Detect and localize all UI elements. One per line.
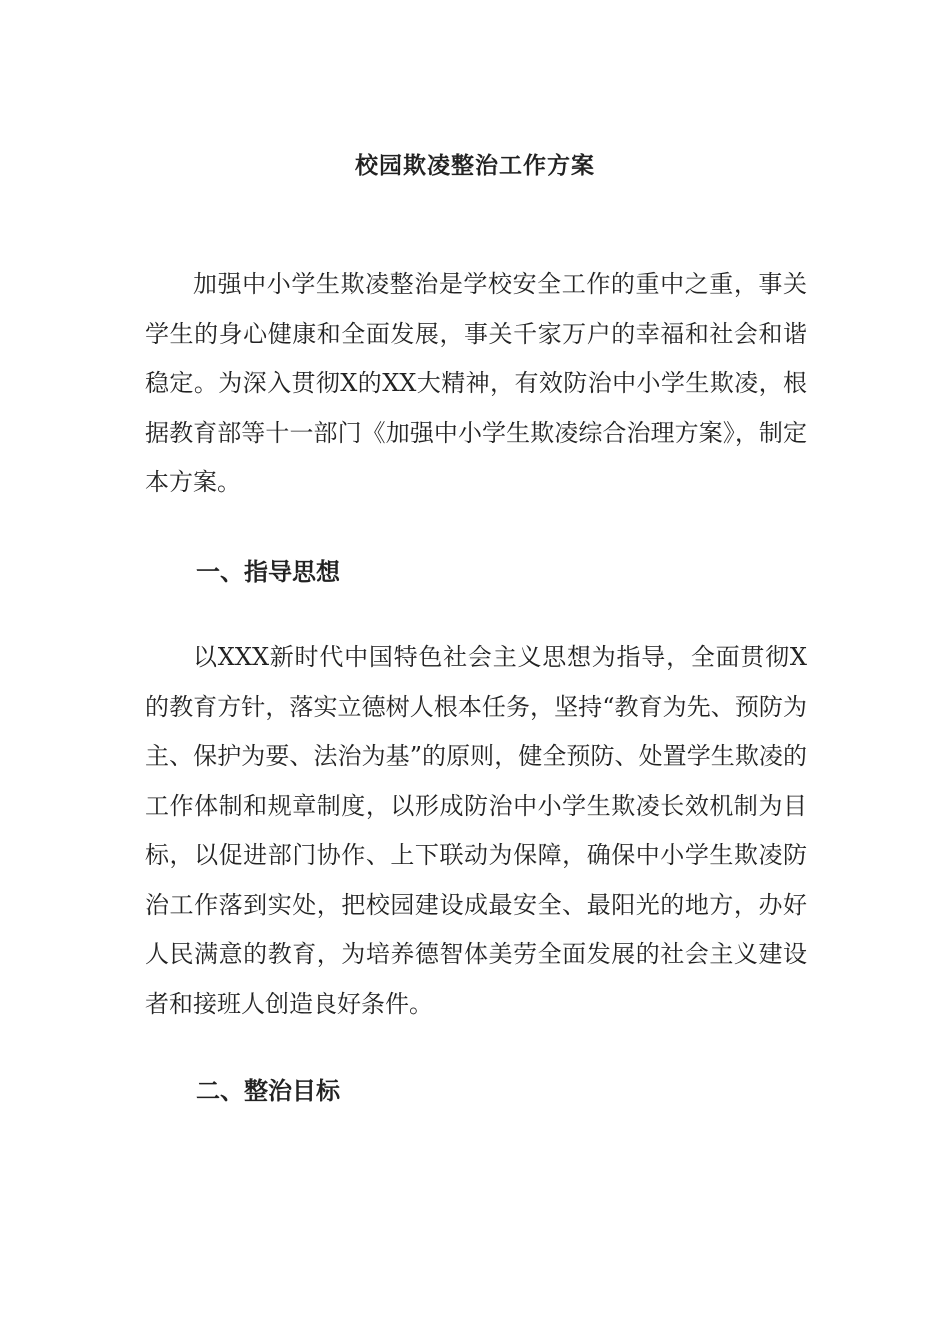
section-heading-guiding-ideology: 一、指导思想 (196, 557, 340, 586)
section-heading-goals: 二、整治目标 (196, 1076, 340, 1105)
document-title: 校园欺凌整治工作方案 (355, 152, 595, 180)
section-body-guiding-ideology: 以XXX新时代中国特色社会主义思想为指导，全面贯彻X的教育方针，落实立德树人根本任务，坚持“教育为先、预防为主、保护为要、法治为基”的原则，健全预防、处置学生欺凌的工作体制和规章制度，以形成防治中小学生欺凌长效机制为目标，以促进部门协作、上下联动为保障，确保中小学生欺凌防治工作落到实处，把校园建设成最安全、最阳光的地方，办好人民满意的教育，为培养德智体美劳全面发展的社会主义建设者和接班人创造良好条件。 (145, 643, 807, 1018)
intro-paragraph: 加强中小学生欺凌整治是学校安全工作的重中之重，事关学生的身心健康和全面发展，事关千家万户的幸福和社会和谐稳定。为深入贯彻X的XX大精神，有效防治中小学生欺凌，根据教育部等十一部门《加强中小学生欺凌综合治理方案》，制定本方案。 (145, 270, 807, 496)
